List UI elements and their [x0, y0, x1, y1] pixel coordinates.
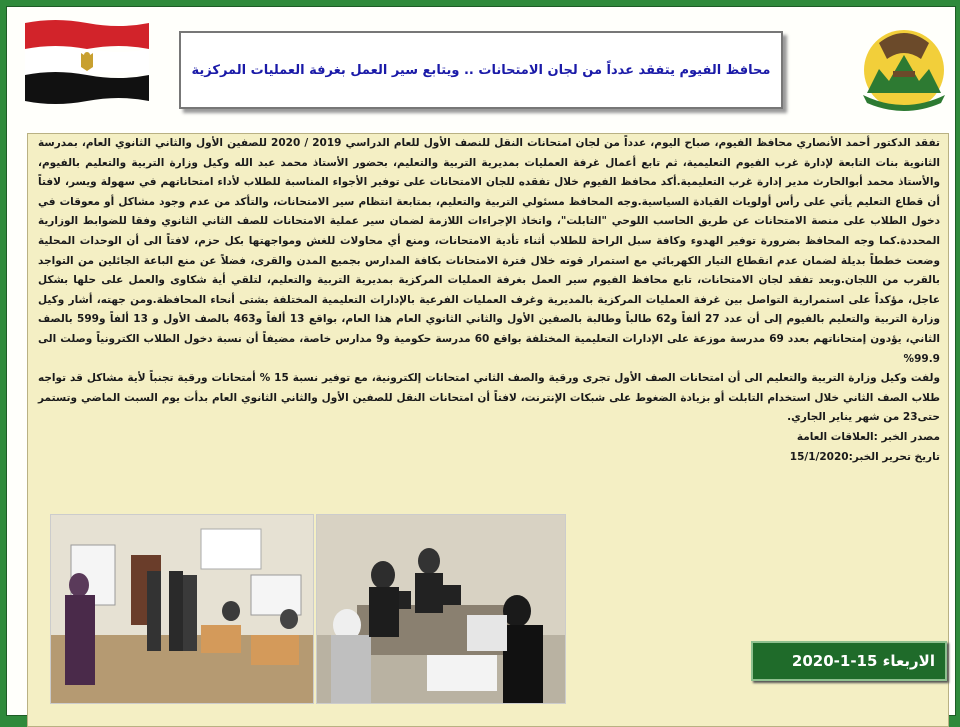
- article-paragraph-2: ولفت وكيل وزارة التربية والتعليم الى أن امتحانات الصف الأول تجرى ورقية والصف الثاني امتحانات إلكترونية، مع توفير نسبة 15 % أمتحانات ورقية تجنباً لأية مشاكل قد تواجه طلاب الصف الثاني خلال استخدام التابلت أو بزيادة الضغوط على شبكات الإنترنت، لافتاً أن امتحانات النقل للصفين الأول والثاني الثانوي العام بدأت يوم السبت الماضي وتستمر حتى23 من شهر يناير الجاري.: [38, 372, 940, 424]
- classroom-photo: [50, 514, 314, 704]
- article-write-date: تاريخ تحرير الخبر:15/1/2020: [789, 450, 940, 463]
- egypt-flag-icon: [21, 17, 153, 109]
- article-body: [38, 134, 940, 467]
- headline-title: محافظ الفيوم يتفقد عدداً من لجان الامتحانات .. ويتابع سير العمل بغرفة العمليات المركزية: [191, 62, 771, 78]
- article-paragraph-1: تفقد الدكتور أحمد الأنصاري محافظ الفيوم، صباح اليوم، عدداً من لجان امتحانات النقل للنصف الأول للعام الدراسي 2019 / 2020 للصفين الأول والثاني الثانوي العام، بمدرسة الثانوية بنات التابعة لإدارة غرب الفيوم التعليمية، ثم تابع أعمال غرفة العمليات بمديرية التربية والتعليم، بحضور الأستاذ محمد عبد الله وكيل وزارة التربية والتعليم بالفيوم، والأستاذ محمد أبوالحارث مدير إدارة غرب التعليمية.أكد محافظ الفيوم خلال تفقده للجان الامتحانات على توفير الأجواء المناسبة للطلاب لأداء امتحاناتهم في سهولة ويسر، لافتاً أن قطاع التعليم يأتي على رأس أولويات القيادة السياسية.وجه المحافظ مسئولي التربية والتعليم، بمتابعة انتظام سير الامتحانات، والتأكد من عدم وجود مشاكل أو معوقات في دخول الطلاب على منصة الامتحانات عن طريق الحاسب اللوحي "التابلت"، واتخاذ الإجراءات اللازمة لضمان سير عملية الامتحانات للصف الثاني الثانوي وفقا للضوابط الوزارية المحددة.كما وجه المحافظ بضرورة توفير الهدوء وكافة سبل الراحة للطلاب أثناء تأدية الامتحانات، ومنع أي محاولات للغش ومواجهتها بكل حزم، لافتاً الى أن الوحدات المحلية وضعت خططاً بديلة لضمان عدم انقطاع التيار الكهربائي مع استمرار قوته خلال فترة الامتحانات بكافة المدارس بجميع المدن والقرى، فضلاً عن منع الباعة الجائلين من التواجد بالقرب من اللجان.وبعد تفقد لجان الامتحانات، تابع محافظ الفيوم سير العمل بغرفة العمليات المركزية بمديرية التربية والتعليم، لتلقي أية شكاوى والعمل على حلها بشكل عاجل، مؤكداً على استمرارية التواصل بين غرفة العمليات المركزية بالمديرية وغرف العمليات الفرعية بالإدارات التعليمية المختلفة بشتى أنحاء المحافظة.ومن جهته، أشار وكيل وزارة التربية والتعليم بالفيوم إلى أن عدد 27 ألفاً و62 طالباً وطالبة بالصفين الأول والثاني الثانوي العام هذا العام، بواقع 13 ألفاً و463 بالصف الأول و 13 ألفاً و599 بالصف الثاني، يؤدون إمتحاناتهم بعدد 69 مدرسة موزعة على الإدارات التعليمية المختلفة بواقع 60 مدرسة حكومية و9 مدارس خاصة، مضيفاً أن نسبة دخول الطلاب الكترونياً وصلت الى 99.9%: [38, 137, 940, 365]
- slide-frame: [6, 6, 956, 716]
- fayoum-governorate-logo-icon: [849, 15, 959, 125]
- date-badge: [751, 641, 947, 681]
- article-source: مصدر الخبر :العلاقات العامة: [796, 430, 940, 443]
- date-badge-text: الاربعاء 15-1-2020: [791, 652, 935, 670]
- operations-room-photo: [316, 514, 566, 704]
- headline-box: [179, 31, 783, 109]
- article-panel: [27, 133, 949, 727]
